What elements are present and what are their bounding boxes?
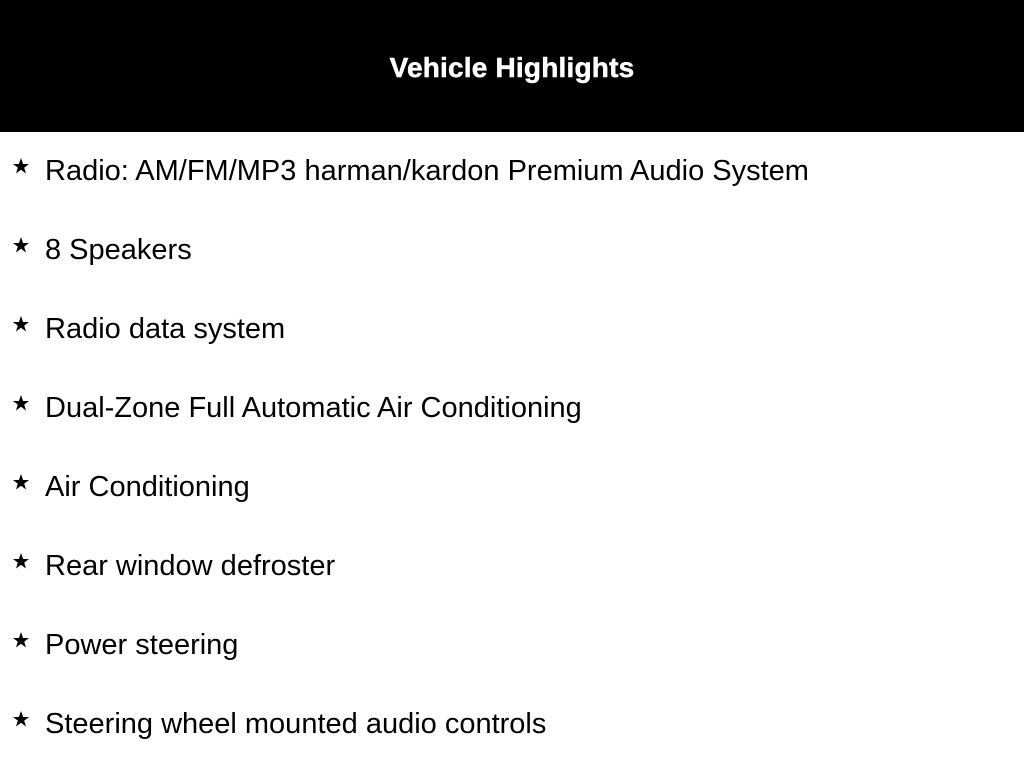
highlight-label: Radio data system bbox=[45, 313, 286, 345]
list-item bbox=[0, 389, 1024, 429]
list-item bbox=[0, 705, 1024, 745]
highlight-label: Air Conditioning bbox=[45, 471, 250, 503]
star-bullet-icon bbox=[11, 156, 31, 176]
star-bullet-icon bbox=[11, 314, 31, 334]
star-bullet-icon bbox=[11, 630, 31, 650]
star-bullet-icon bbox=[11, 472, 31, 492]
page-title: Vehicle Highlights bbox=[389, 52, 635, 83]
list-item bbox=[0, 231, 1024, 271]
list-item bbox=[0, 626, 1024, 666]
star-bullet-icon bbox=[11, 235, 31, 255]
list-item bbox=[0, 547, 1024, 587]
star-bullet-icon bbox=[11, 709, 31, 729]
list-item bbox=[0, 310, 1024, 350]
highlight-label: Dual-Zone Full Automatic Air Conditioning bbox=[45, 392, 582, 424]
highlight-label: 8 Speakers bbox=[45, 234, 192, 266]
star-bullet-icon bbox=[11, 551, 31, 571]
highlight-label: Rear window defroster bbox=[45, 550, 336, 582]
header-bar bbox=[0, 0, 1024, 132]
highlight-label: Power steering bbox=[45, 629, 239, 661]
star-bullet-icon bbox=[11, 393, 31, 413]
list-item bbox=[0, 152, 1024, 192]
highlight-label: Radio: AM/FM/MP3 harman/kardon Premium Audio System bbox=[45, 155, 809, 187]
highlight-label: Steering wheel mounted audio controls bbox=[45, 708, 547, 740]
list-item bbox=[0, 468, 1024, 508]
